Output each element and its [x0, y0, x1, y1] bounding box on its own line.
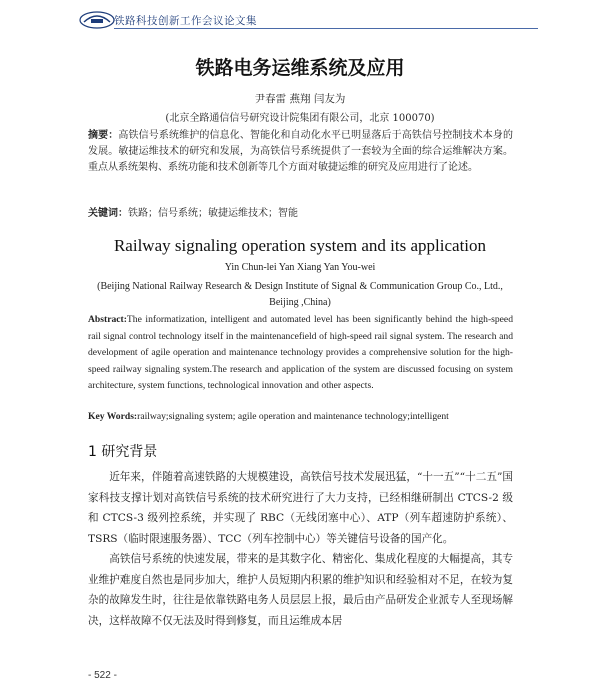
running-header — [78, 8, 538, 30]
keywords-en-text: railway;signaling system; agile operation and maintenance technology;intelligent — [137, 411, 449, 422]
keywords-cn — [88, 204, 513, 219]
section-heading: 1 研究背景 — [88, 444, 158, 460]
abstract-cn-label: 摘要： — [88, 130, 119, 141]
body-paragraph: 高铁信号系统的快速发展，带来的是其数字化、精密化、集成化程度的大幅提高，其专业维护难度自然也是同步加大，维护人员短期内积累的维护知识和经验相对不足，在较为复杂的故障发生时，往往是依靠铁路电务人员层层上报，最后由产品研发企业派专人至现场解决，这样故障不仅无法及时得到修复，而且运维成本居 — [88, 553, 513, 627]
keywords-en-label: Key Words: — [88, 411, 138, 422]
keywords-cn-text: 铁路；信号系统；敏捷运维技术；智能 — [128, 208, 298, 219]
abstract-en-label: Abstract: — [88, 314, 127, 325]
abstract-en-text: The informatization, intelligent and automated level has been significantly behind the high-speed rail signal control technology itself in the maintenancefield of high-speed rail signal system. The research and development of agile operation and maintenance technology provides a comprehensive solution for the high-speed railway signaling system.The research and application of the system are discussed focusing on system architecture, system functions, technological innovation and other aspects. — [88, 314, 513, 391]
body-paragraph: 近年来，伴随着高速铁路的大规模建设，高铁信号技术发展迅猛，“十一五”“十二五”国家科技支撑计划对高铁信号系统的技术研究进行了大力支持，已经相继研制出 CTCS-2 级和 CTCS-3 级列控系统，并实现了 RBC（无线闭塞中心）、ATP（列车超速防护系统）、TSRS（临时限速服务器）、TCC（列车控制中心）等关键信号设备的国产化。 — [88, 471, 513, 545]
authors-cn: 尹春雷 燕翔 闫友为 — [254, 93, 346, 105]
body-text — [88, 467, 513, 631]
affiliation-cn: (北京全路通信信号研究设计院集团有限公司，北京 100070) — [165, 113, 435, 124]
paper-title-en: Railway signaling operation system and its application — [113, 236, 487, 255]
authors-en: Yin Chun-lei Yan Xiang Yan You-wei — [224, 262, 376, 273]
series-title: 铁路科技创新工作会议论文集 — [114, 15, 257, 27]
abstract-cn — [88, 128, 513, 176]
page-number: - 522 - — [88, 670, 117, 681]
keywords-cn-label: 关键词： — [88, 208, 128, 219]
header-rule — [114, 28, 538, 29]
paper-title-cn: 铁路电务运维系统及应用 — [195, 57, 405, 79]
abstract-en — [88, 312, 513, 395]
railway-logo-icon — [78, 8, 116, 30]
affiliation-en: (Beijing National Railway Research & Design Institute of Signal & Communication Group Co., Ltd., Beijing ,China) — [97, 281, 503, 308]
keywords-en — [88, 411, 513, 422]
abstract-cn-text: 高铁信号系统维护的信息化、智能化和自动化水平已明显落后于高铁信号控制技术本身的发展。敏捷运维技术的研究和发展，为高铁信号系统提供了一套较为全面的综合运维解决方案。重点从系统架构、系统功能和技术创新等几个方面对敏捷运维的研究及应用进行了论述。 — [88, 130, 514, 173]
